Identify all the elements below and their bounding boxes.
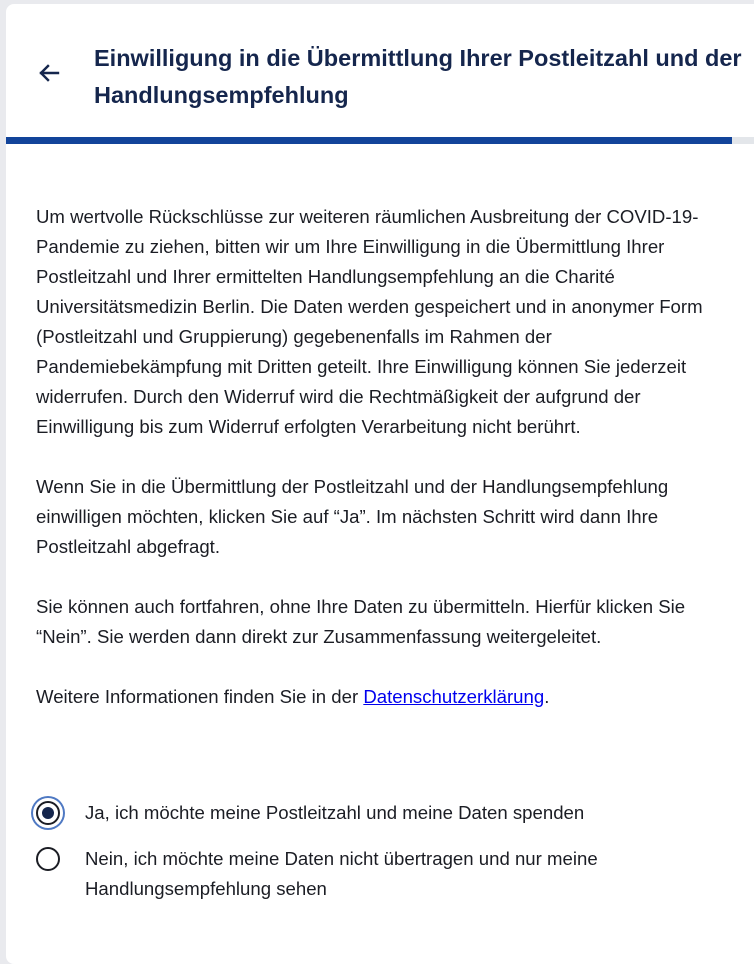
consent-text <box>36 202 736 742</box>
consent-paragraph-3: Sie können auch fortfahren, ohne Ihre Daten zu übermitteln. Hierfür klicken Sie “Nein”. Sie werden dann direkt zur Zusammenfassung weitergeleitet. <box>36 596 686 647</box>
consent-paragraph-1: Um wertvolle Rückschlüsse zur weiteren räumlichen Ausbreitung der COVID-19-Pandemie zu ziehen, bitten wir um Ihre Einwilligung in die Übermittlung Ihrer Postleitzahl und Ihrer ermittelten Handlungsempfehlung an die Charité Universitätsmedizin Berlin. Die Daten werden gespeichert und in anonymer Form (Postleitzahl und Gruppierung) gegebenenfalls im Rahmen der Pandemiebekämpfung mit Dritten geteilt. Ihre Einwilligung können Sie jederzeit widerrufen. Durch den Widerruf wird die Rechtmäßigkeit der aufgrund der Einwilligung bis zum Widerruf erfolgten Verarbeitung nicht berührt. <box>36 206 703 437</box>
radio-option-yes[interactable] <box>36 798 736 828</box>
radio-button-yes[interactable] <box>36 801 60 825</box>
progress-bar-fill <box>6 137 732 144</box>
arrow-left-icon <box>37 61 61 85</box>
privacy-policy-link[interactable]: Datenschutzerklärung <box>363 686 545 707</box>
consent-paragraph-2: Wenn Sie in die Übermittlung der Postleitzahl und der Handlungsempfehlung einwilligen möchten, klicken Sie auf “Ja”. Im nächsten Schritt wird dann Ihre Postleitzahl abgefragt. <box>36 476 669 557</box>
back-button[interactable] <box>36 60 62 86</box>
radio-label-no[interactable]: Nein, ich möchte meine Daten nicht übertragen und nur meine Handlungsempfehlung sehen <box>85 848 598 899</box>
consent-radio-group <box>36 798 736 920</box>
info-prefix-text: Weitere Informationen finden Sie in der <box>36 686 364 707</box>
radio-button-no[interactable] <box>36 847 60 871</box>
consent-paragraph-4 <box>36 682 736 712</box>
info-suffix-text: . <box>544 686 550 707</box>
radio-option-no[interactable] <box>36 844 736 904</box>
page-header <box>6 4 754 137</box>
page-title: Einwilligung in die Übermittlung Ihrer Postleitzahl und der Handlungsempfehlung <box>94 45 742 108</box>
consent-card <box>6 4 754 964</box>
progress-bar <box>6 137 754 144</box>
radio-label-yes[interactable]: Ja, ich möchte meine Postleitzahl und meine Daten spenden <box>85 802 585 823</box>
radio-selected-dot <box>42 807 54 819</box>
